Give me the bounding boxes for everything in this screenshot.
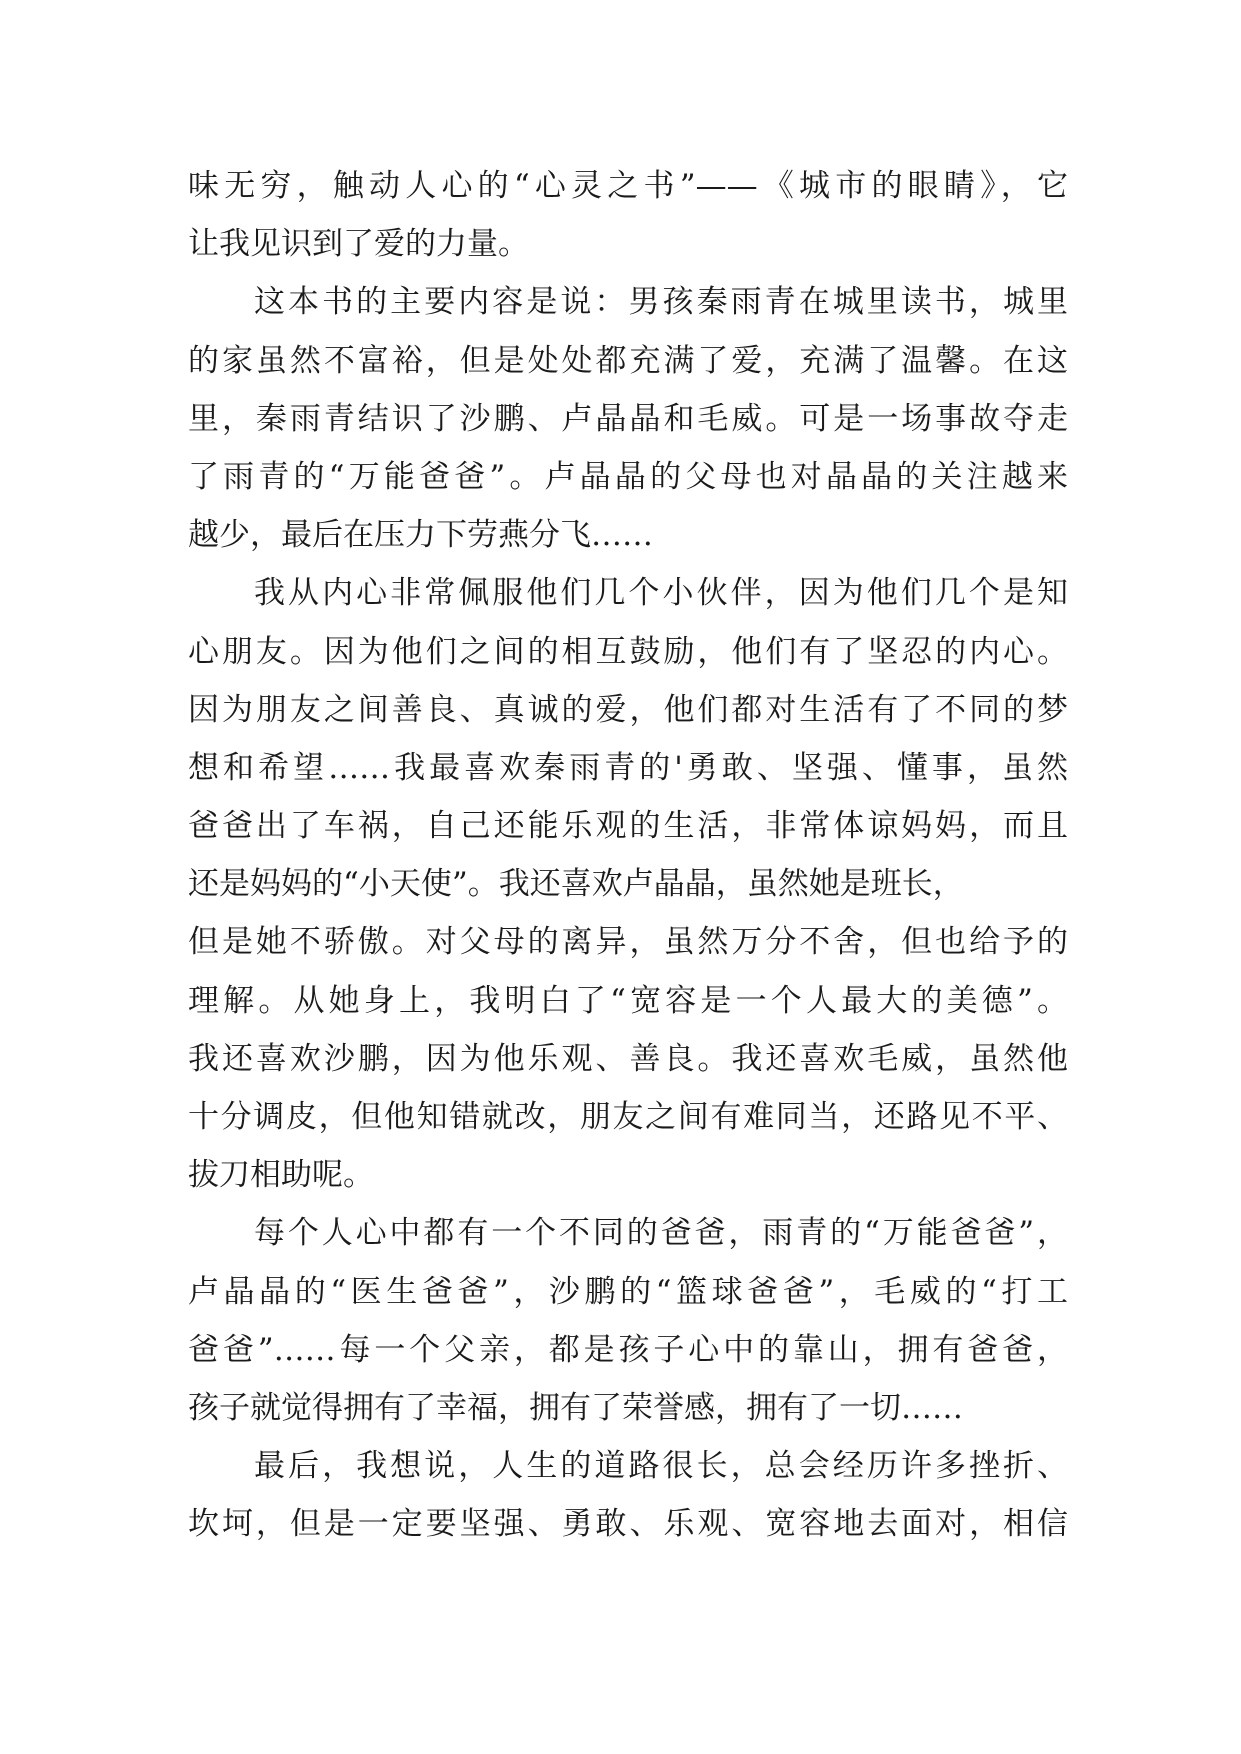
document-body [188, 157, 1068, 1554]
text-line: 卢晶晶的“医生爸爸”，沙鹏的“篮球爸爸”，毛威的“打工 [188, 1273, 1068, 1310]
paragraph-first-line: 这本书的主要内容是说：男孩秦雨青在城里读书，城里 [254, 284, 1068, 321]
text-line: 爸爸出了车祸，自己还能乐观的生活，非常体谅妈妈，而且 [188, 808, 1068, 845]
text-line: 因为朋友之间善良、真诚的爱，他们都对生活有了不同的梦 [188, 691, 1068, 728]
text-line: 还是妈妈的“小天使”。我还喜欢卢晶晶，虽然她是班长， [188, 866, 964, 903]
text-line: 味无穷，触动人心的“心灵之书”——《城市的眼睛》，它 [188, 168, 1068, 204]
paragraph-first-line: 最后，我想说，人生的道路很长，总会经历许多挫折、 [254, 1448, 1068, 1485]
text-line: 心朋友。因为他们之间的相互鼓励，他们有了坚忍的内心。 [188, 633, 1068, 670]
text-line: 了雨青的“万能爸爸”。卢晶晶的父母也对晶晶的关注越来 [188, 458, 1068, 495]
text-line: 十分调皮，但他知错就改，朋友之间有难同当，还路见不平、 [188, 1099, 1068, 1135]
text-line: 我还喜欢沙鹏，因为他乐观、善良。我还喜欢毛威，虽然他 [188, 1040, 1068, 1077]
text-line: 理解。从她身上，我明白了“宽容是一个人最大的美德”。 [188, 982, 1068, 1019]
paragraph-first-line: 我从内心非常佩服他们几个小伙伴，因为他们几个是知 [254, 575, 1068, 612]
text-line: 让我见识到了爱的力量。 [188, 226, 529, 263]
text-line: 但是她不骄傲。对父母的离异，虽然万分不舍，但也给予的 [188, 924, 1068, 961]
paragraph-first-line: 每个人心中都有一个不同的爸爸，雨青的“万能爸爸”， [254, 1215, 1068, 1252]
text-line: 坎坷，但是一定要坚强、勇敢、乐观、宽容地去面对，相信 [188, 1506, 1068, 1543]
text-line: 拔刀相助呢。 [188, 1157, 374, 1194]
text-line: 越少，最后在压力下劳燕分飞…… [188, 517, 653, 554]
text-line: 的家虽然不富裕，但是处处都充满了爱，充满了温馨。在这 [188, 342, 1068, 379]
text-line: 里，秦雨青结识了沙鹏、卢晶晶和毛威。可是一场事故夺走 [188, 400, 1068, 437]
text-line: 想和希望……我最喜欢秦雨青的'勇敢、坚强、懂事，虽然 [188, 749, 1068, 786]
text-line: 爸爸”……每一个父亲，都是孩子心中的靠山，拥有爸爸， [188, 1331, 1068, 1368]
text-line: 孩子就觉得拥有了幸福，拥有了荣誉感，拥有了一切…… [188, 1389, 963, 1426]
